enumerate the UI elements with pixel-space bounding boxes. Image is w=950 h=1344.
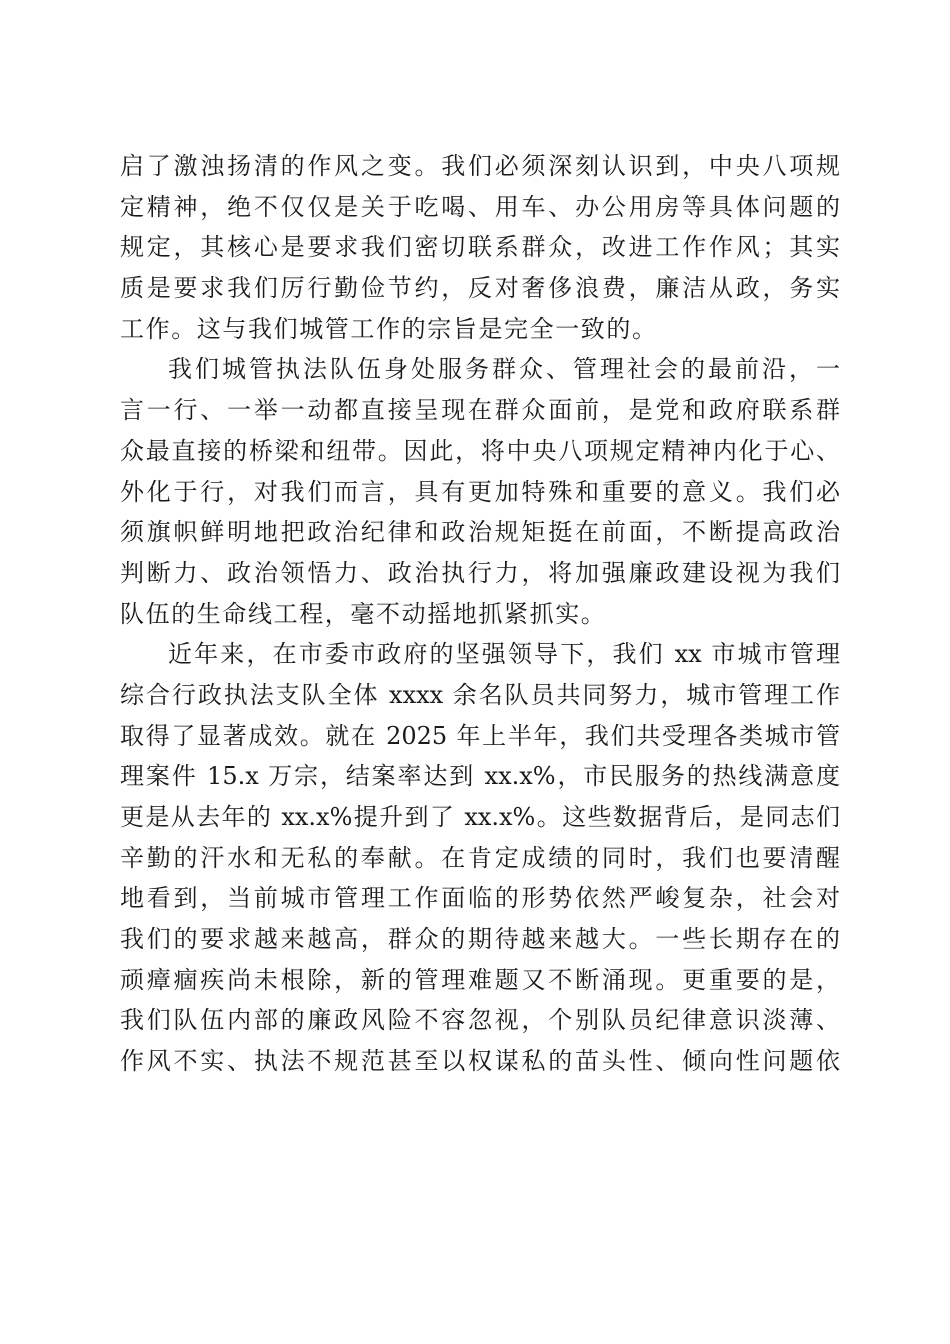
paragraph-3-line: 我们队伍内部的廉政风险不容忽视，个别队员纪律意识淡薄、 (120, 1006, 840, 1035)
paragraph-3-line: 辛勤的汗水和无私的奉献。在肯定成绩的同时，我们也要清醒 (120, 843, 840, 872)
paragraph-3-line: 地看到，当前城市管理工作面临的形势依然严峻复杂，社会对 (120, 884, 840, 913)
document-body (120, 146, 840, 1082)
paragraph-2-line: 言一行、一举一动都直接呈现在群众面前，是党和政府联系群 (120, 396, 840, 425)
paragraph-3-line: 更是从去年的 xx.x%提升到了 xx.x%。这些数据背后，是同志们 (120, 803, 840, 831)
paragraph-2-line: 判断力、政治领悟力、政治执行力，将加强廉政建设视为我们 (120, 558, 840, 587)
paragraph-3-line: 近年来，在市委市政府的坚强领导下，我们 xx 市城市管理 (168, 640, 840, 669)
paragraph-2-line: 众最直接的桥梁和纽带。因此，将中央八项规定精神内化于心、 (120, 436, 840, 465)
paragraph-2-line: 队伍的生命线工程，毫不动摇地抓紧抓实。 (120, 599, 607, 628)
paragraph-3-line: 理案件 15.x 万宗，结案率达到 xx.x%，市民服务的热线满意度 (120, 762, 840, 791)
paragraph-3-line: 作风不实、执法不规范甚至以权谋私的苗头性、倾向性问题依 (120, 1047, 840, 1076)
paragraph-2-line: 外化于行，对我们而言，具有更加特殊和重要的意义。我们必 (120, 477, 840, 506)
paragraph-1-line: 启了激浊扬清的作风之变。我们必须深刻认识到，中央八项规 (120, 152, 840, 180)
paragraph-1-line: 工作。这与我们城管工作的宗旨是完全一致的。 (120, 314, 658, 343)
paragraph-3-line: 综合行政执法支队全体 xxxx 余名队员共同努力，城市管理工作 (120, 680, 840, 709)
paragraph-1-line: 质是要求我们厉行勤俭节约，反对奢侈浪费，廉洁从政，务实 (120, 274, 840, 303)
paragraph-3-line: 顽瘴痼疾尚未根除，新的管理难题又不断涌现。更重要的是， (120, 965, 840, 994)
paragraph-3-line: 我们的要求越来越高，群众的期待越来越大。一些长期存在的 (120, 925, 840, 954)
paragraph-3-line: 取得了显著成效。就在 2025 年上半年，我们共受理各类城市管 (120, 721, 840, 750)
paragraph-1-line: 定精神，绝不仅仅是关于吃喝、用车、办公用房等具体问题的 (120, 192, 840, 221)
paragraph-2-line: 我们城管执法队伍身处服务群众、管理社会的最前沿，一 (168, 355, 840, 384)
paragraph-1-line: 规定，其核心是要求我们密切联系群众，改进工作作风；其实 (120, 233, 840, 262)
paragraph-2-line: 须旗帜鲜明地把政治纪律和政治规矩挺在前面，不断提高政治 (120, 518, 840, 547)
